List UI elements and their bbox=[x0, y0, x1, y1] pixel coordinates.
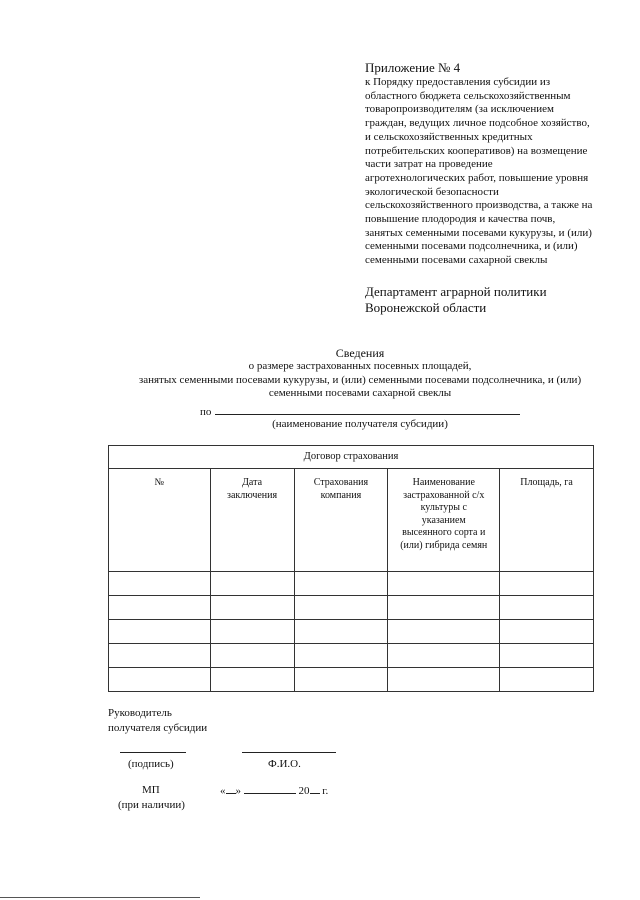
table-merged-header: Договор страхования bbox=[109, 446, 594, 469]
appendix-line: товаропроизводителям (за исключением bbox=[365, 103, 555, 116]
column-header-number: № bbox=[109, 469, 211, 572]
appendix-line: семенными посевами сахарной свеклы bbox=[365, 254, 548, 267]
signatory-subtitle: получателя субсидии bbox=[108, 722, 208, 734]
column-header-area: Площадь, га bbox=[500, 469, 594, 572]
department-line: Воронежской области bbox=[365, 299, 487, 315]
table-cell bbox=[109, 572, 211, 596]
signatory-title: Руководитель bbox=[108, 707, 172, 719]
signatory-block bbox=[108, 706, 207, 736]
recipient-row bbox=[200, 404, 520, 419]
appendix-line: областного бюджета сельскохозяйственным bbox=[365, 89, 571, 102]
table-cell bbox=[109, 596, 211, 620]
appendix-line: к Порядку предоставления субсидии из bbox=[365, 76, 551, 88]
appendix-line: части затрат на проведение bbox=[365, 158, 493, 171]
heading-line: занятых семенными посевами кукурузы, и (или) семенными посевами подсолнечника, и (или) bbox=[138, 373, 582, 386]
table-cell bbox=[109, 668, 211, 692]
appendix-line: и сельскохозяйственных кредитных bbox=[365, 130, 533, 143]
table-cell bbox=[388, 620, 500, 644]
table-cell bbox=[294, 572, 388, 596]
column-header-crop: Наименование застрахованной с/х культуры с указанием высеянного сорта и (или) гибрида семян bbox=[388, 469, 500, 572]
recipient-blank bbox=[215, 404, 520, 415]
table-cell bbox=[500, 596, 594, 620]
heading-title: Сведения bbox=[335, 346, 385, 360]
column-header-company: Страхования компания bbox=[294, 469, 388, 572]
year-prefix: 20 bbox=[298, 785, 310, 797]
department-block bbox=[365, 284, 627, 316]
appendix-line: занятых семенными посевами кукурузы, и (или) bbox=[365, 226, 592, 239]
signature-blank bbox=[120, 752, 186, 753]
appendix-line: семенными посевами подсолнечника, и (или) bbox=[365, 240, 578, 253]
table-cell bbox=[294, 596, 388, 620]
insurance-table bbox=[108, 445, 594, 692]
fio-caption: Ф.И.О. bbox=[268, 758, 301, 770]
fio-blank bbox=[242, 752, 336, 753]
table-cell bbox=[388, 668, 500, 692]
appendix-line: граждан, ведущих личное подсобное хозяйство, bbox=[365, 117, 590, 130]
heading-line: о размере застрахованных посевных площадей, bbox=[248, 360, 472, 372]
footer-rule bbox=[0, 897, 200, 898]
table-row bbox=[109, 668, 594, 692]
table-cell bbox=[500, 668, 594, 692]
table-row bbox=[109, 572, 594, 596]
table-row bbox=[109, 644, 594, 668]
department-line: Департамент аграрной политики bbox=[365, 283, 547, 299]
stamp-label: МП bbox=[142, 784, 160, 796]
table-cell bbox=[294, 620, 388, 644]
table-cell bbox=[210, 644, 294, 668]
table-cell bbox=[109, 644, 211, 668]
table-cell bbox=[210, 572, 294, 596]
month-blank bbox=[244, 784, 296, 794]
year-blank bbox=[310, 784, 320, 794]
po-label: по bbox=[200, 406, 212, 418]
column-header-date: Дата заключения bbox=[210, 469, 294, 572]
appendix-line: повышение плодородия и качества почв, bbox=[365, 213, 556, 226]
date-quote-close: » bbox=[235, 785, 241, 797]
table-cell bbox=[500, 620, 594, 644]
appendix-line: потребительских кооперативов) на возмещение bbox=[365, 144, 588, 157]
appendix-block bbox=[365, 60, 627, 316]
table-cell bbox=[294, 644, 388, 668]
table-row bbox=[109, 620, 594, 644]
table-cell bbox=[500, 572, 594, 596]
table-cell bbox=[210, 668, 294, 692]
table-cell bbox=[109, 620, 211, 644]
table-cell bbox=[388, 572, 500, 596]
recipient-caption: (наименование получателя субсидии) bbox=[272, 418, 448, 430]
table-cell bbox=[388, 644, 500, 668]
appendix-title: Приложение № 4 bbox=[365, 60, 461, 75]
day-blank bbox=[226, 784, 236, 794]
appendix-line: экологической безопасности bbox=[365, 185, 499, 198]
table-cell bbox=[294, 668, 388, 692]
stamp-note: (при наличии) bbox=[118, 799, 185, 811]
appendix-line: агротехнологических работ, повышение уровня bbox=[365, 171, 589, 184]
table-cell bbox=[388, 596, 500, 620]
table-cell bbox=[210, 620, 294, 644]
year-suffix: г. bbox=[322, 785, 329, 797]
table-cell bbox=[210, 596, 294, 620]
table-header-row bbox=[109, 469, 594, 572]
date-line bbox=[220, 784, 328, 797]
document-heading bbox=[100, 346, 620, 401]
table-row bbox=[109, 596, 594, 620]
appendix-line: сельскохозяйственного производства, а также на bbox=[365, 199, 593, 212]
table-cell bbox=[500, 644, 594, 668]
heading-line: семенными посевами сахарной свеклы bbox=[268, 387, 452, 399]
appendix-text bbox=[365, 76, 627, 268]
date-quote-open: « bbox=[220, 785, 226, 797]
signature-caption: (подпись) bbox=[128, 758, 174, 770]
